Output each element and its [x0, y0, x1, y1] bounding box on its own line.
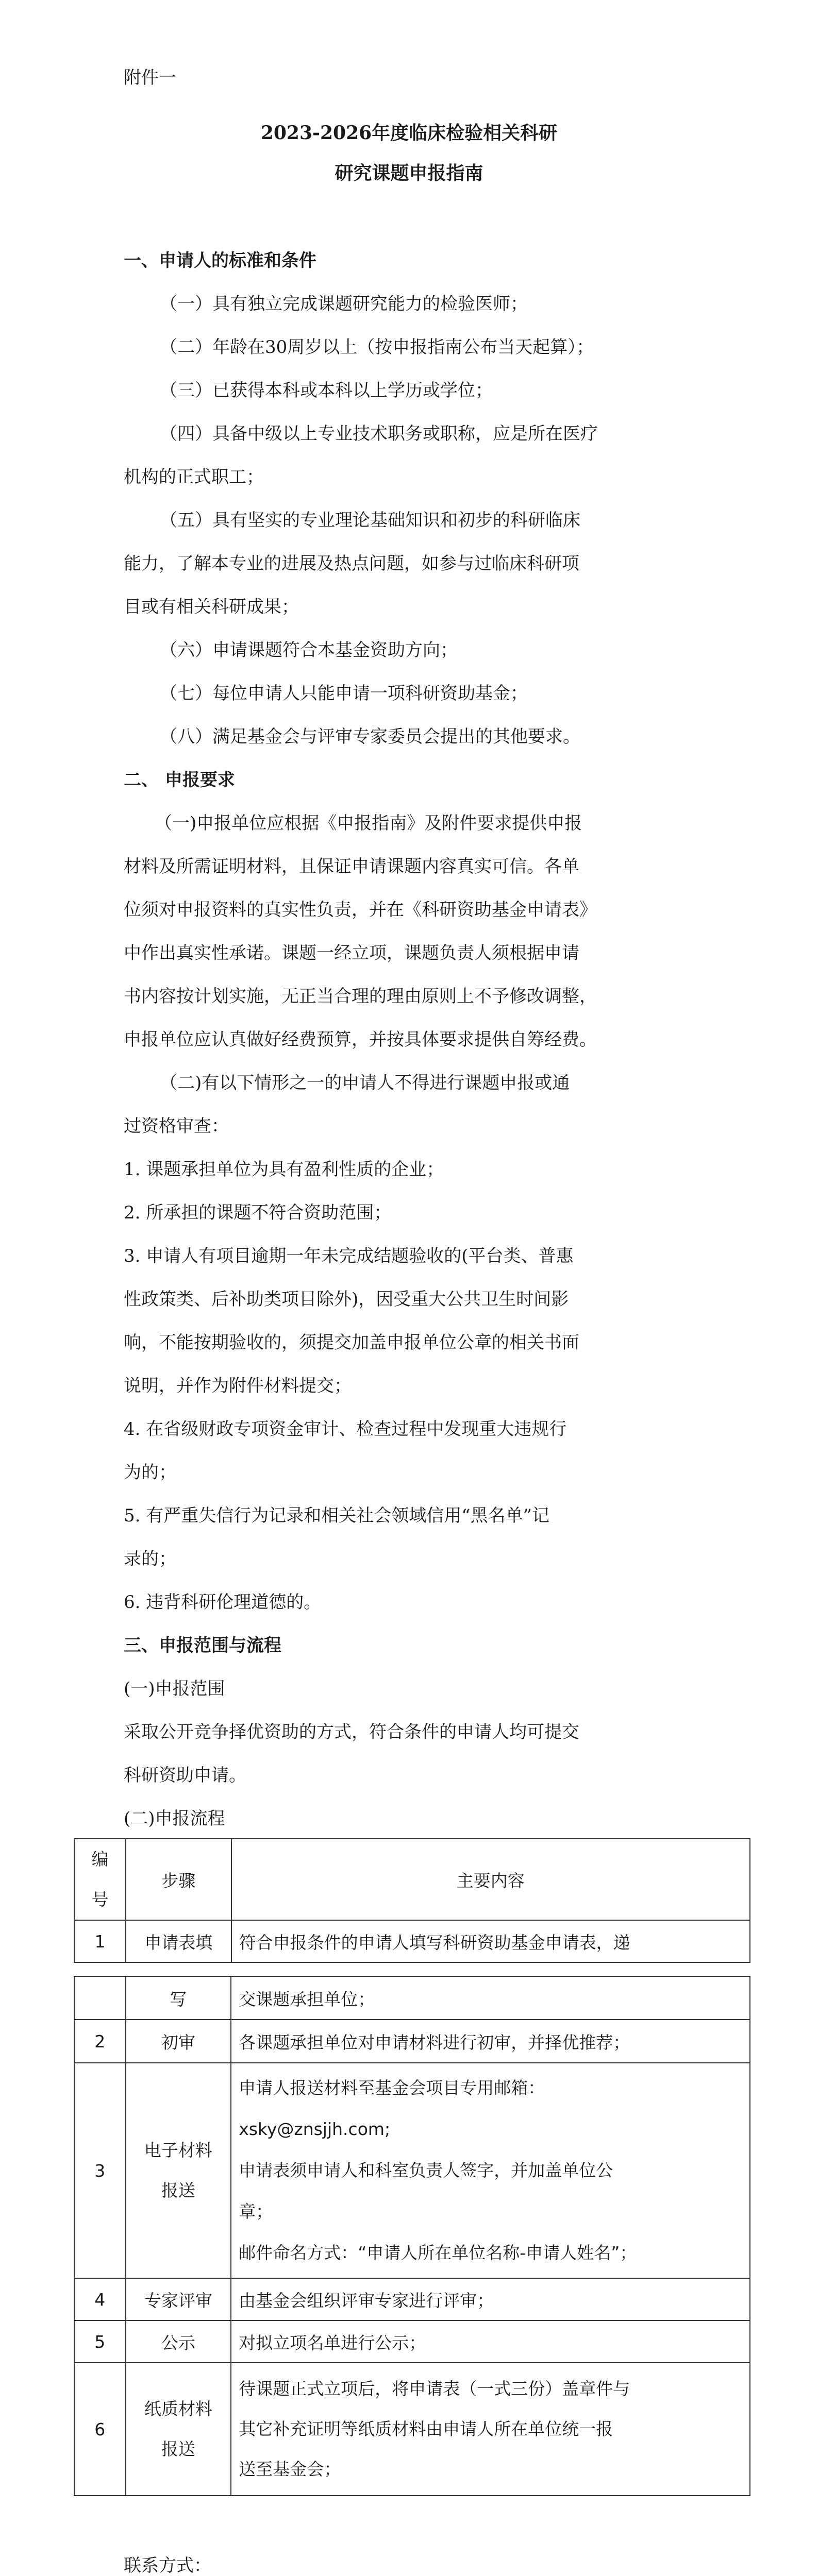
row3-line: 章；: [239, 2201, 273, 2222]
s2-line: 1. 课题承担单位为具有盈利性质的企业；: [124, 1159, 444, 1180]
s2-line: 过资格审查：: [124, 1116, 229, 1137]
row4-step: 专家评审: [126, 2278, 231, 2320]
s2-line: 材料及所需证明材料，且保证申请课题内容真实可信。各单: [124, 856, 579, 877]
s3-line: 采取公开竞争择优资助的方式，符合条件的申请人均可提交: [124, 1722, 579, 1742]
row4-content: 由基金会组织评审专家进行评审；: [231, 2278, 750, 2320]
title-line-2: 研究课题申报指南: [335, 162, 483, 184]
s2-line: 位须对申报资料的真实性负责，并在《科研资助基金申请表》: [124, 900, 597, 920]
row5-content: 对拟立项名单进行公示；: [231, 2320, 750, 2363]
s2-line: 4. 在省级财政专项资金审计、检查过程中发现重大违规行: [124, 1419, 567, 1439]
s1-line: （六）申请课题符合本基金资助方向；: [160, 640, 458, 660]
row2-content: 各课题承担单位对申请材料进行初审，并择优推荐；: [231, 2020, 750, 2063]
row6-step-2: 报送: [161, 2439, 195, 2459]
s1-line: （七）每位申请人只能申请一项科研资助基金；: [160, 683, 528, 704]
process-table-bottom: [74, 1976, 750, 2496]
section-3-heading: 三、申报范围与流程: [124, 1635, 281, 1656]
s1-line: （一）具有独立完成课题研究能力的检验医师；: [160, 294, 528, 314]
s2-line: 为的；: [124, 1462, 176, 1483]
section-1-heading: 一、申请人的标准和条件: [124, 250, 316, 271]
table-row: [74, 2020, 750, 2063]
s1-line: （四）具备中级以上专业技术职务或职称，应是所在医疗: [160, 423, 598, 444]
s2-line: 中作出真实性承诺。课题一经立项，课题负责人须根据申请: [124, 943, 579, 963]
s2-line: 申报单位应认真做好经费预算，并按具体要求提供自筹经费。: [124, 1029, 597, 1050]
s2-line: 6. 违背科研伦理道德的。: [124, 1592, 322, 1613]
table-row: [74, 2363, 750, 2496]
s2-line: 3. 申请人有项目逾期一年未完成结题验收的(平台类、普惠: [124, 1246, 574, 1266]
table-row: [74, 1920, 750, 1962]
s3-sub1: (一)申报范围: [124, 1679, 225, 1699]
row3-line: xsky@znsjjh.com;: [239, 2119, 391, 2139]
row6-step: [126, 2363, 231, 2496]
s2-line: （二)有以下情形之一的申请人不得进行课题申报或通: [160, 1073, 570, 1093]
row5-num: 5: [74, 2320, 126, 2363]
s2-line: 2. 所承担的课题不符合资助范围；: [124, 1202, 392, 1223]
row6-num: 6: [74, 2363, 126, 2496]
table-row: [74, 1976, 750, 2020]
s2-line: 性政策类、后补助类项目除外)，因受重大公共卫生时间影: [124, 1289, 569, 1310]
row1b-step: 写: [126, 1976, 231, 2020]
s1-line: （三）已获得本科或本科以上学历或学位；: [160, 380, 493, 401]
header-step: 步骤: [126, 1839, 231, 1920]
s1-line: （八）满足基金会与评审专家委员会提出的其他要求。: [160, 726, 580, 747]
s1-line: （二）年龄在30周岁以上（按申报指南公布当天起算）；: [160, 337, 594, 358]
row4-num: 4: [74, 2278, 126, 2320]
row3-step-1: 电子材料: [144, 2140, 212, 2160]
header-num: [74, 1839, 126, 1920]
header-num-2: 号: [91, 1889, 109, 1909]
s2-line: 书内容按计划实施，无正当合理的理由原则上不予修改调整，: [124, 986, 597, 1007]
row2-num: 2: [74, 2020, 126, 2063]
s1-line: 目或有相关科研成果；: [124, 597, 299, 617]
row3-step: [126, 2063, 231, 2278]
row3-step-2: 报送: [161, 2180, 195, 2200]
row3-line: 申请人报送材料至基金会项目专用邮箱：: [239, 2078, 545, 2098]
s2-line: 录的；: [124, 1549, 176, 1569]
s1-line: 能力，了解本专业的进展及热点问题，如参与过临床科研项: [124, 553, 579, 574]
row1-step: 申请表填: [126, 1920, 231, 1962]
row3-content: [231, 2063, 750, 2278]
row1b-num: [74, 1976, 126, 2020]
row3-line: 申请表须申请人和科室负责人签字，并加盖单位公: [239, 2160, 613, 2180]
header-content: 主要内容: [231, 1839, 750, 1920]
header-num-1: 编: [91, 1849, 109, 1869]
row6-line: 其它补充证明等纸质材料由申请人所在单位统一报: [239, 2419, 613, 2439]
row6-step-1: 纸质材料: [144, 2399, 212, 2419]
row3-num: 3: [74, 2063, 126, 2278]
s1-line: 机构的正式职工；: [124, 467, 264, 487]
row1-content: 符合申报条件的申请人填写科研资助基金申请表，递: [231, 1920, 750, 1962]
title-line-1: 2023-2026年度临床检验相关科研: [260, 122, 558, 144]
row6-line: 送至基金会；: [239, 2459, 341, 2479]
row3-line: 邮件命名方式：“申请人所在单位名称-申请人姓名”；: [239, 2243, 637, 2263]
s2-line: 5. 有严重失信行为记录和相关社会领域信用“黑名单”记: [124, 1505, 550, 1526]
row6-content: [231, 2363, 750, 2496]
s2-line: 响，不能按期验收的，须提交加盖申报单位公章的相关书面: [124, 1332, 579, 1353]
row1-num: 1: [74, 1920, 126, 1962]
s3-sub2: (二)申报流程: [124, 1808, 225, 1829]
s2-line: （一)申报单位应根据《申报指南》及附件要求提供申报: [155, 813, 582, 834]
table-row: [74, 2063, 750, 2278]
s2-line: 说明，并作为附件材料提交；: [124, 1376, 352, 1396]
attachment-label: 附件一: [124, 67, 176, 88]
row6-line: 待课题正式立项后，将申请表（一式三份）盖章件与: [239, 2379, 630, 2399]
contact-label: 联系方式：: [124, 2555, 211, 2576]
process-table-top: [74, 1838, 750, 1963]
s3-line: 科研资助申请。: [124, 1765, 246, 1786]
table-header-row: [74, 1839, 750, 1920]
row1b-content: 交课题承担单位；: [231, 1976, 750, 2020]
s1-line: （五）具有坚实的专业理论基础知识和初步的科研临床: [160, 510, 580, 531]
table-row: [74, 2278, 750, 2320]
row2-step: 初审: [126, 2020, 231, 2063]
row5-step: 公示: [126, 2320, 231, 2363]
section-2-heading: 二、 申报要求: [124, 770, 235, 790]
table-row: [74, 2320, 750, 2363]
